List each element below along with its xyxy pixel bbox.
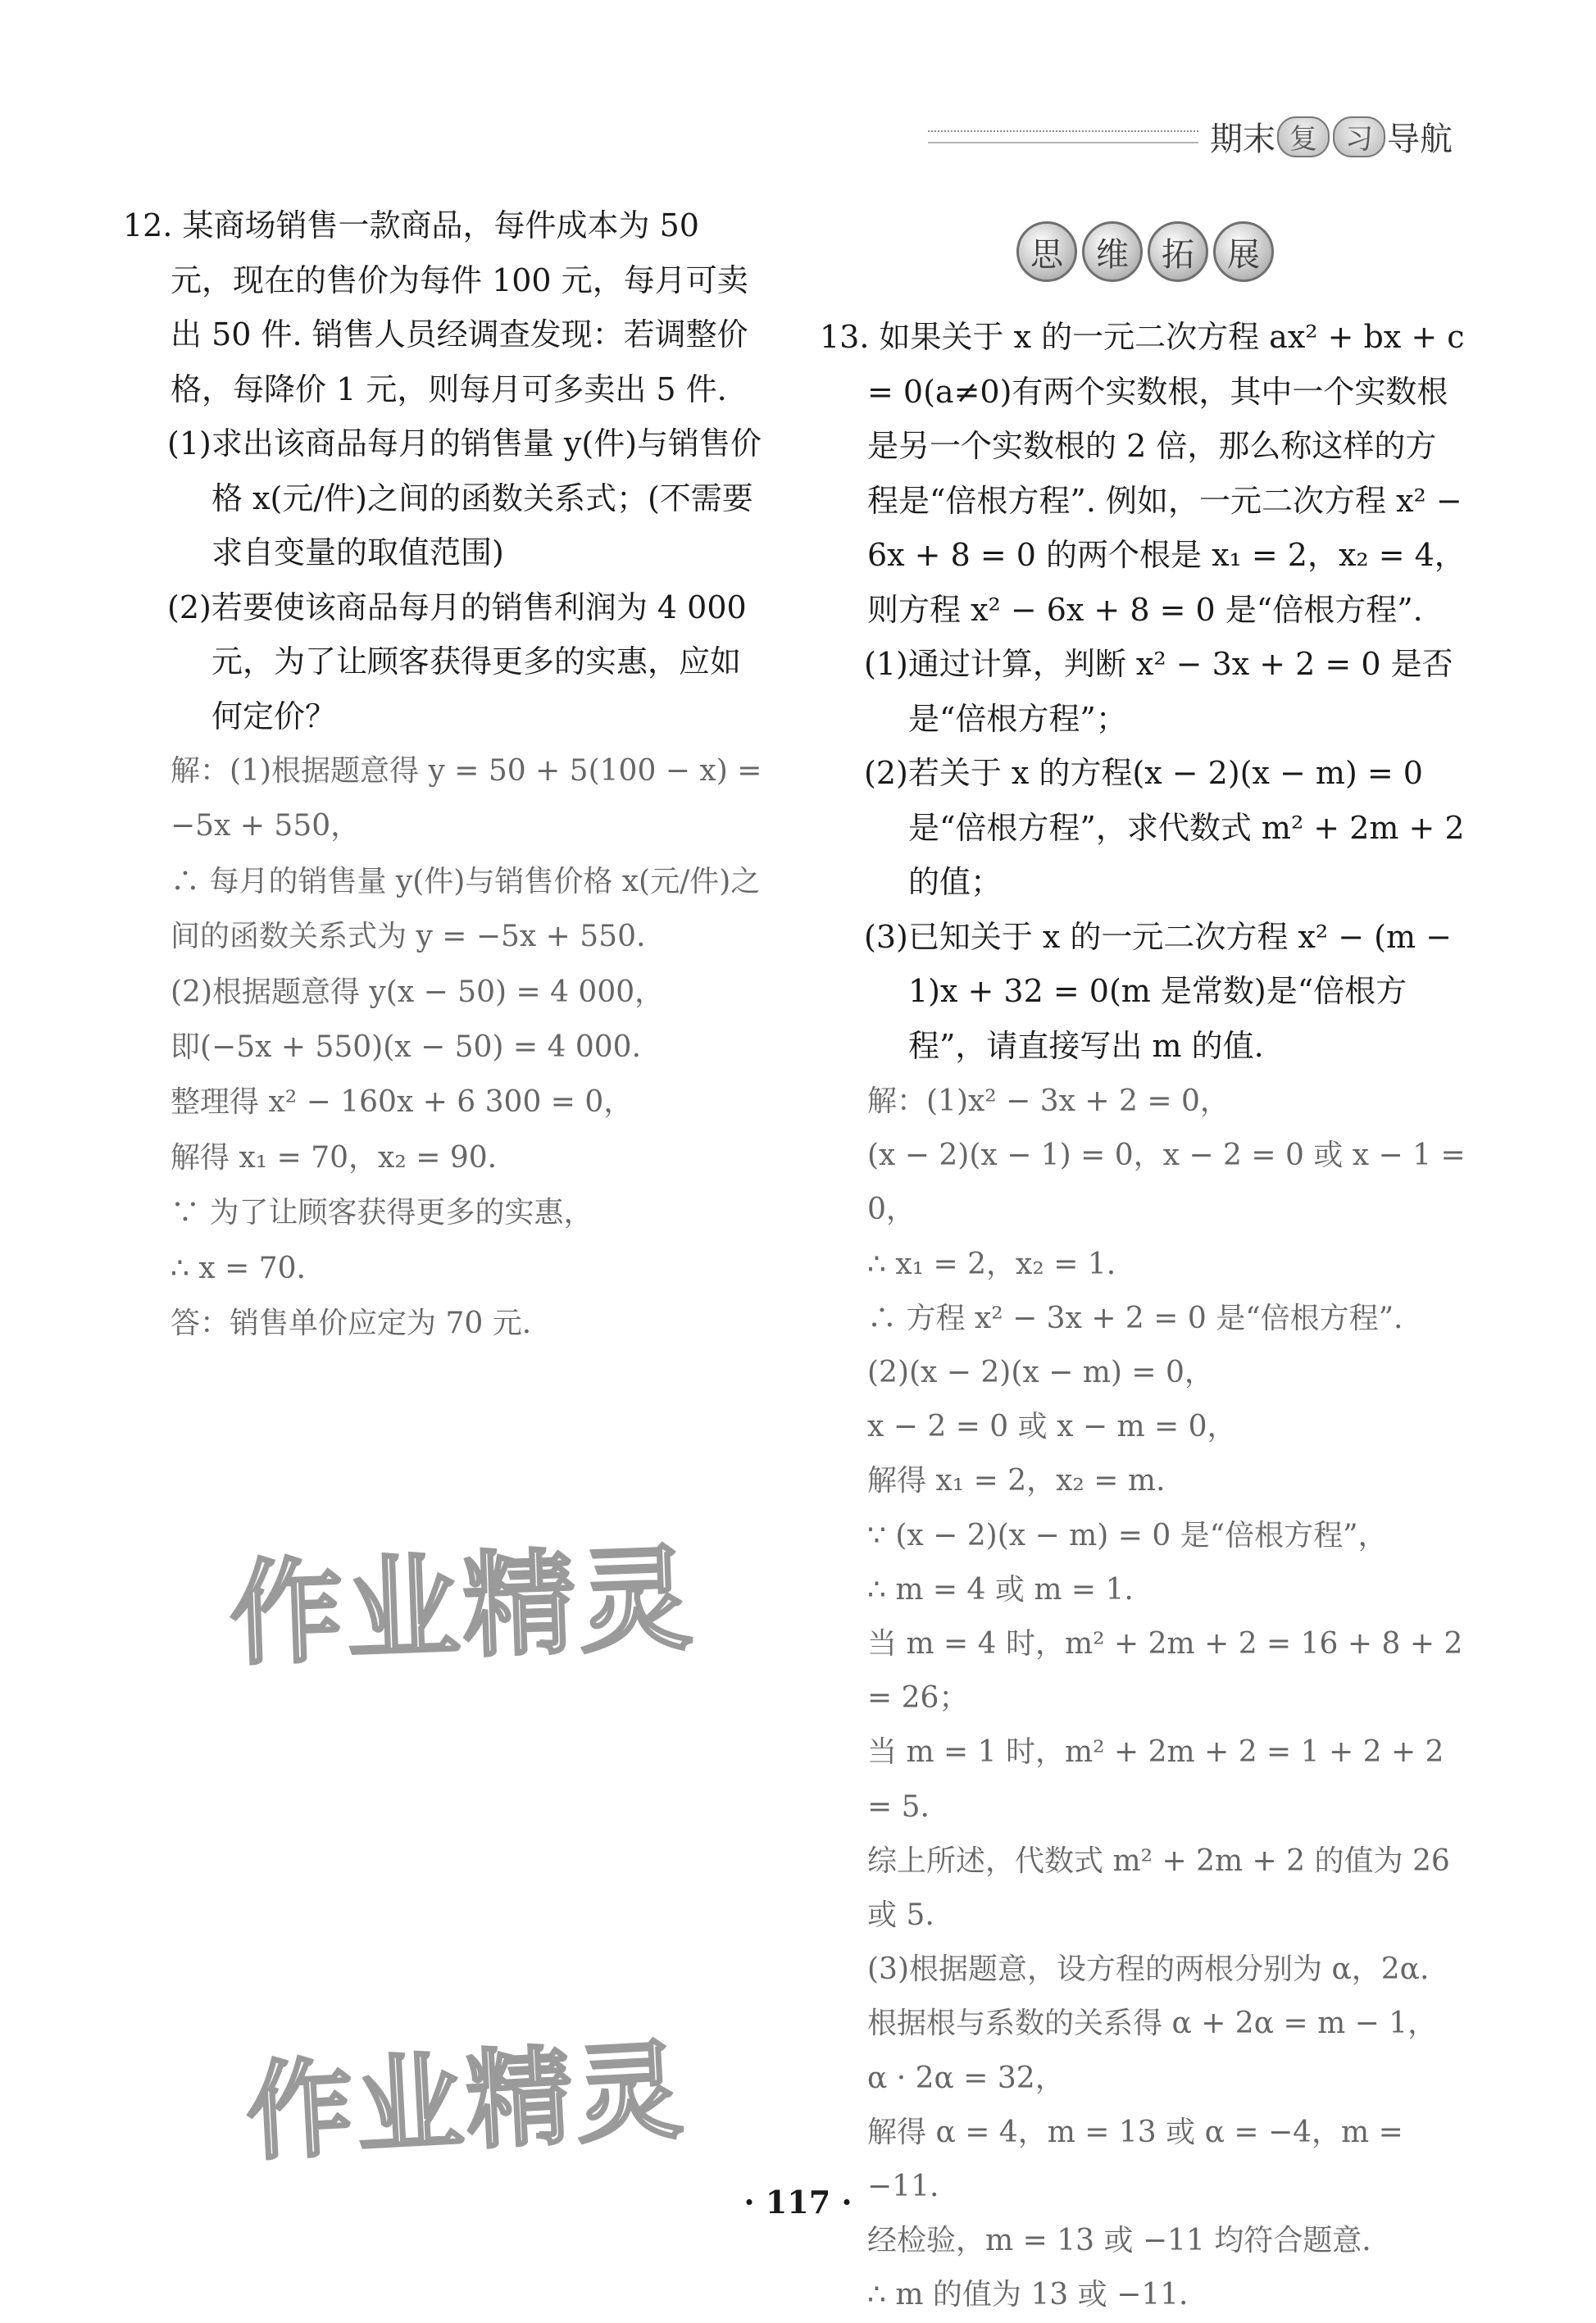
solution-line: 答：销售单价应定为 70 元.: [171, 1307, 532, 1341]
solution-line: 解：(1)根据题意得 y = 50 + 5(100 − x) = −5x + 550，: [171, 754, 762, 843]
solution-line: ∵ (x − 2)(x − m) = 0 是“倍根方程”，: [867, 1518, 1388, 1552]
left-column: [123, 198, 762, 1351]
banner-char: 拓: [1148, 221, 1208, 282]
q13-part1: (1)通过计算，判断 x² − 3x + 2 = 0 是否是“倍根方程”；: [864, 646, 1453, 737]
solution-line: 解：(1)x² − 3x + 2 = 0，: [867, 1084, 1230, 1118]
right-column: [820, 310, 1467, 2323]
banner-char: 维: [1082, 221, 1143, 282]
page-header: [928, 113, 1453, 160]
solution-line: 解得 α = 4，m = 13 或 α = −4，m = −11.: [867, 2115, 1403, 2204]
q13-part2: (2)若关于 x 的方程(x − 2)(x − m) = 0 是“倍根方程”，求代数式 m² + 2m + 2 的值；: [864, 755, 1465, 900]
solution-line: x − 2 = 0 或 x − m = 0，: [867, 1410, 1237, 1444]
solution-line: 即(−5x + 550)(x − 50) = 4 000.: [171, 1030, 642, 1065]
solution-line: 解得 x₁ = 2，x₂ = m.: [867, 1464, 1166, 1498]
page-number: · 117 ·: [743, 2184, 853, 2221]
solution-line: ∴ 每月的销售量 y(件)与销售价格 x(元/件)之间的函数关系式为 y = −5x + 550.: [171, 864, 761, 954]
solution-line: ∴ m 的值为 13 或 −11.: [867, 2278, 1189, 2312]
solution-line: 当 m = 4 时，m² + 2m + 2 = 16 + 8 + 2 = 26；: [867, 1627, 1463, 1716]
solution-line: α · 2α = 32，: [867, 2061, 1065, 2095]
solution-line: ∵ 为了让顾客获得更多的实惠，: [171, 1196, 593, 1230]
solution-line: ∴ m = 4 或 m = 1.: [867, 1572, 1134, 1607]
solution-line: 根据根与系数的关系得 α + 2α = m − 1，: [867, 2007, 1438, 2041]
solution-line: 当 m = 1 时，m² + 2m + 2 = 1 + 2 + 2 = 5.: [867, 1735, 1444, 1824]
banner-char: 展: [1213, 221, 1274, 282]
header-badge-1: 复: [1277, 116, 1330, 157]
header-rule: [928, 130, 1198, 143]
banner-char: 思: [1016, 221, 1077, 282]
q12-part1: (1)求出该商品每月的销售量 y(件)与销售价格 x(元/件)之间的函数关系式；(不需要求自变量的取值范围): [167, 425, 762, 571]
q13-stem: 13. 如果关于 x 的一元二次方程 ax² + bx + c = 0(a≠0)有两个实数根，其中一个实数根是另一个实数根的 2 倍，那么称这样的方程是“倍根方程”. 例如，一元二次方程 x² − 6x + 8 = 0 的两个根是 x₁ = 2，x₂ = 4，则方程 x² − 6x + 8 = 0 是“倍根方程”.: [820, 319, 1466, 628]
q13-solution: [820, 1075, 1467, 2323]
watermark: 作业精灵: [243, 2028, 689, 2175]
section-banner: [1016, 221, 1274, 282]
header-text-part1: 期末: [1210, 120, 1275, 158]
q13-part3: (3)已知关于 x 的一元二次方程 x² − (m − 1)x + 32 = 0(m 是常数)是“倍根方程”，请直接写出 m 的值.: [864, 918, 1452, 1064]
watermark: 作业精灵: [227, 1533, 698, 1681]
solution-line: 经检验，m = 13 或 −11 均符合题意.: [867, 2224, 1371, 2258]
q12-stem: 12. 某商场销售一款商品，每件成本为 50 元，现在的售价为每件 100 元，每月可卖出 50 件. 销售人员经调查发现：若调整价格，每降价 1 元，则每月可多卖出 5 件.: [123, 207, 748, 407]
solution-line: (x − 2)(x − 1) = 0，x − 2 = 0 或 x − 1 = 0，: [867, 1139, 1466, 1227]
solution-line: 整理得 x² − 160x + 6 300 = 0，: [171, 1085, 634, 1120]
solution-line: ∴ x₁ = 2，x₂ = 1.: [867, 1247, 1116, 1281]
solution-line: ∴ 方程 x² − 3x + 2 = 0 是“倍根方程”.: [867, 1301, 1403, 1335]
header-badge-2: 习: [1333, 116, 1385, 157]
solution-line: ∴ x = 70.: [171, 1251, 306, 1285]
solution-line: (2)根据题意得 y(x − 50) = 4 000，: [171, 975, 665, 1009]
solution-line: 综上所述，代数式 m² + 2m + 2 的值为 26 或 5.: [867, 1843, 1450, 1933]
q12-solution: [123, 743, 762, 1351]
solution-line: (3)根据题意，设方程的两根分别为 α，2α.: [867, 1953, 1430, 1987]
q12-part2: (2)若要使该商品每月的销售利润为 4 000 元，为了让顾客获得更多的实惠，应如何定价？: [167, 589, 747, 734]
solution-line: 解得 x₁ = 70，x₂ = 90.: [171, 1140, 498, 1175]
solution-line: (2)(x − 2)(x − m) = 0，: [867, 1356, 1214, 1390]
header-text-part2: 导航: [1387, 120, 1453, 158]
